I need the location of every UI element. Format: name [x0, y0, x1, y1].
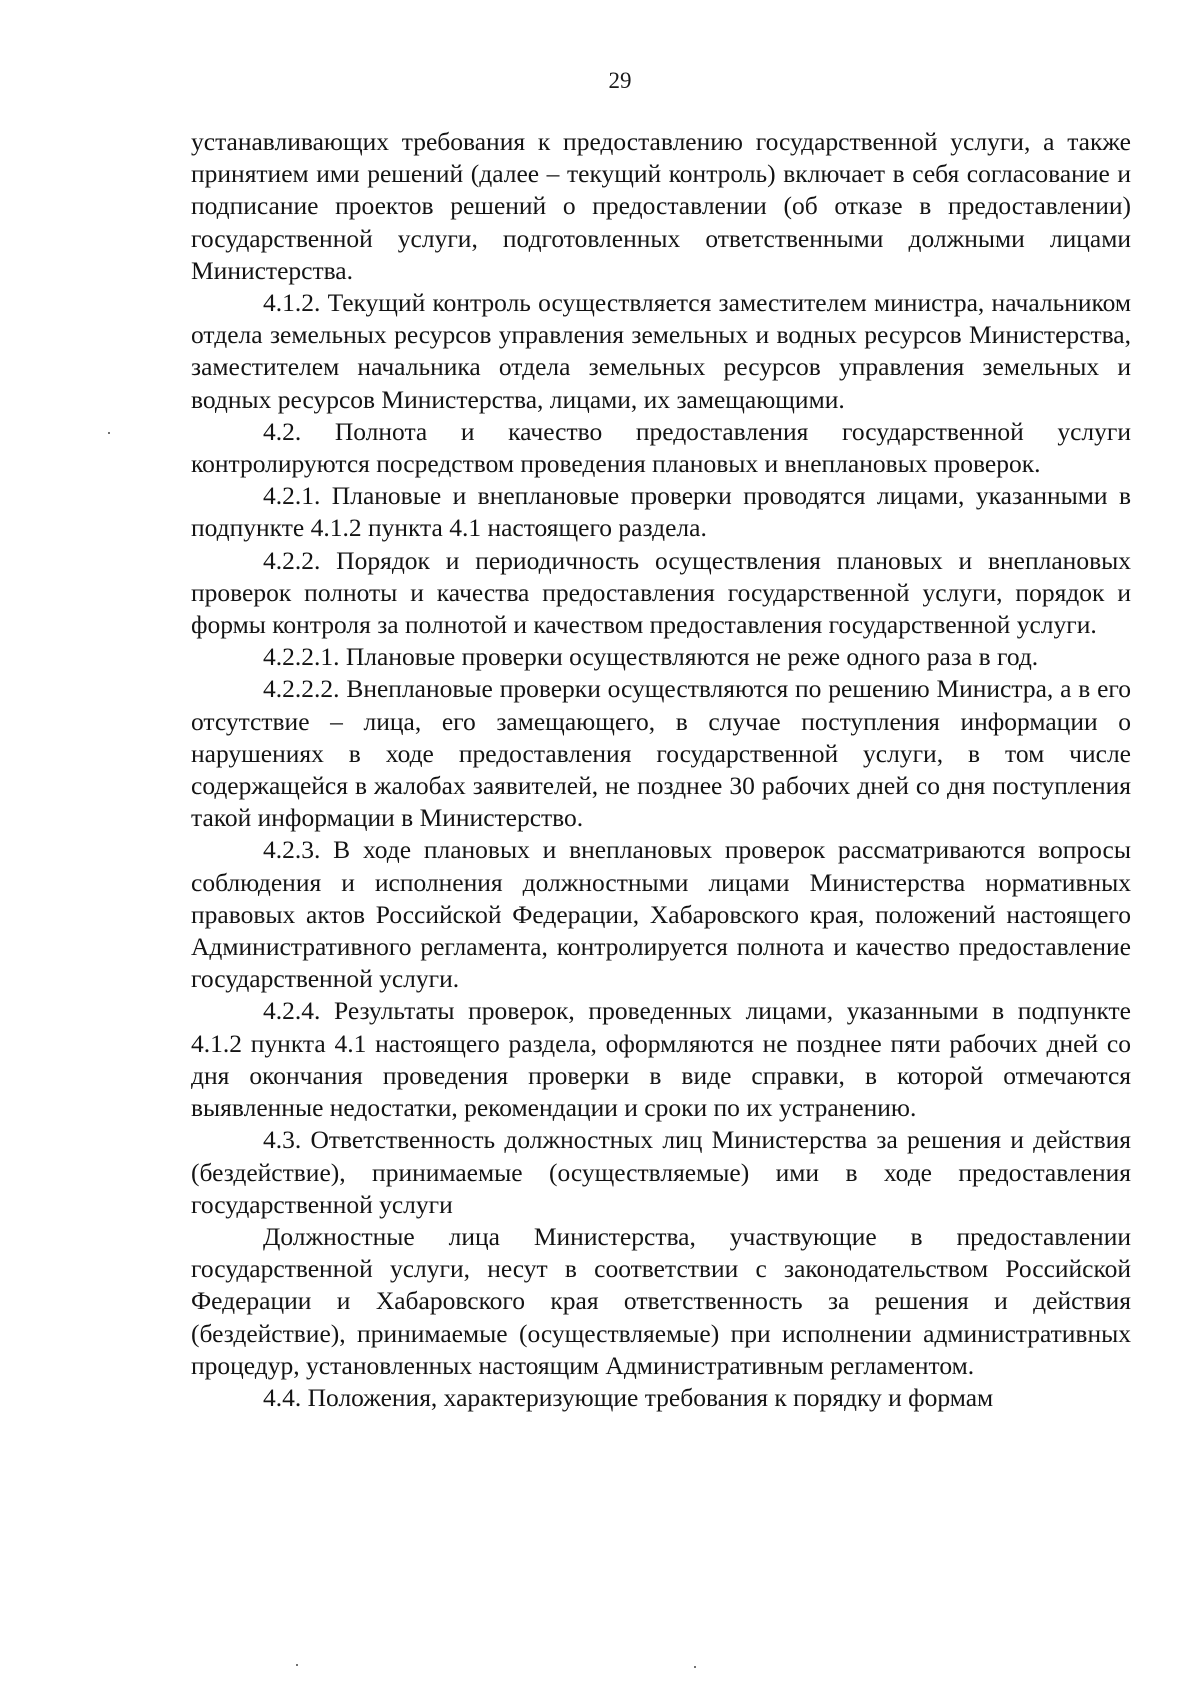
- paragraph-4-2-2-1: 4.2.2.1. Плановые проверки осуществляются не реже одного раза в год.: [263, 642, 1039, 672]
- paragraph-continuation: устанавливающих требования к предоставлению государственной услуги, а также принятием ими решений (далее – текущий контроль) включает в себя согласование и подписание проектов решений о предоставлении (об отказе в предоставлении) государственной услуги, подготовленных ответственными должными лицами Министерства.: [191, 127, 1131, 285]
- paragraph-4-2-3: 4.2.3. В ходе плановых и внеплановых проверок рассматриваются вопросы соблюдения и исполнения должностными лицами Министерства нормативных правовых актов Российской Федерации, Хабаровского края, положений настоящего Административного регламента, контролируется полнота и качество предоставление государственной услуги.: [191, 835, 1131, 994]
- document-body: [191, 126, 1131, 1414]
- paragraph-4-2: 4.2. Полнота и качество предоставления государственной услуги контролируются посредством проведения плановых и внеплановых проверок.: [191, 416, 1131, 479]
- scan-speck: [108, 432, 110, 434]
- paragraph-4-2-2: 4.2.2. Порядок и периодичность осуществления плановых и внеплановых проверок полноты и качества предоставления государственной услуги, порядок и формы контроля за полнотой и качеством предоставления государственной услуги.: [191, 545, 1131, 640]
- scan-speck: [694, 1666, 696, 1668]
- scan-speck: [296, 1664, 298, 1666]
- paragraph-4-2-2-2: 4.2.2.2. Внеплановые проверки осуществляются по решению Министра, а в его отсутствие – лица, его замещающего, в случае поступления информации о нарушениях в ходе предоставления государственной услуги, в том числе содержащейся в жалобах заявителей, не позднее 30 рабочих дней со дня поступления такой информации в Министерство.: [191, 674, 1131, 833]
- paragraph-4-4: 4.4. Положения, характеризующие требования к порядку и формам: [263, 1382, 994, 1412]
- paragraph-4-2-1: 4.2.1. Плановые и внеплановые проверки проводятся лицами, указанными в подпункте 4.1.2 пункта 4.1 настоящего раздела.: [191, 481, 1131, 543]
- paragraph-4-1-2: 4.1.2. Текущий контроль осуществляется заместителем министра, начальником отдела земельных ресурсов управления земельных и водных ресурсов Министерства, заместителем начальника отдела земельных ресурсов управления земельных и водных ресурсов Министерства, лицами, их замещающими.: [191, 288, 1131, 414]
- page-number: 29: [608, 68, 632, 93]
- paragraph-officials-responsibility: Должностные лица Министерства, участвующие в предоставлении государственной услуги, несут в соответствии с законодательством Российской Федерации и Хабаровского края ответственность за решения и действия (бездействие), принимаемые (осуществляемые) при исполнении административных процедур, установленных настоящим Административным регламентом.: [191, 1221, 1131, 1380]
- paragraph-4-3: 4.3. Ответственность должностных лиц Министерства за решения и действия (бездействие), принимаемые (осуществляемые) ими в ходе предоставления государственной услуги: [191, 1125, 1131, 1219]
- paragraph-4-2-4: 4.2.4. Результаты проверок, проведенных лицами, указанными в подпункте 4.1.2 пункта 4.1 настоящего раздела, оформляются не позднее пяти рабочих дней со дня окончания проведения проверки в виде справки, в которой отмечаются выявленные недостатки, рекомендации и сроки по их устранению.: [191, 996, 1131, 1123]
